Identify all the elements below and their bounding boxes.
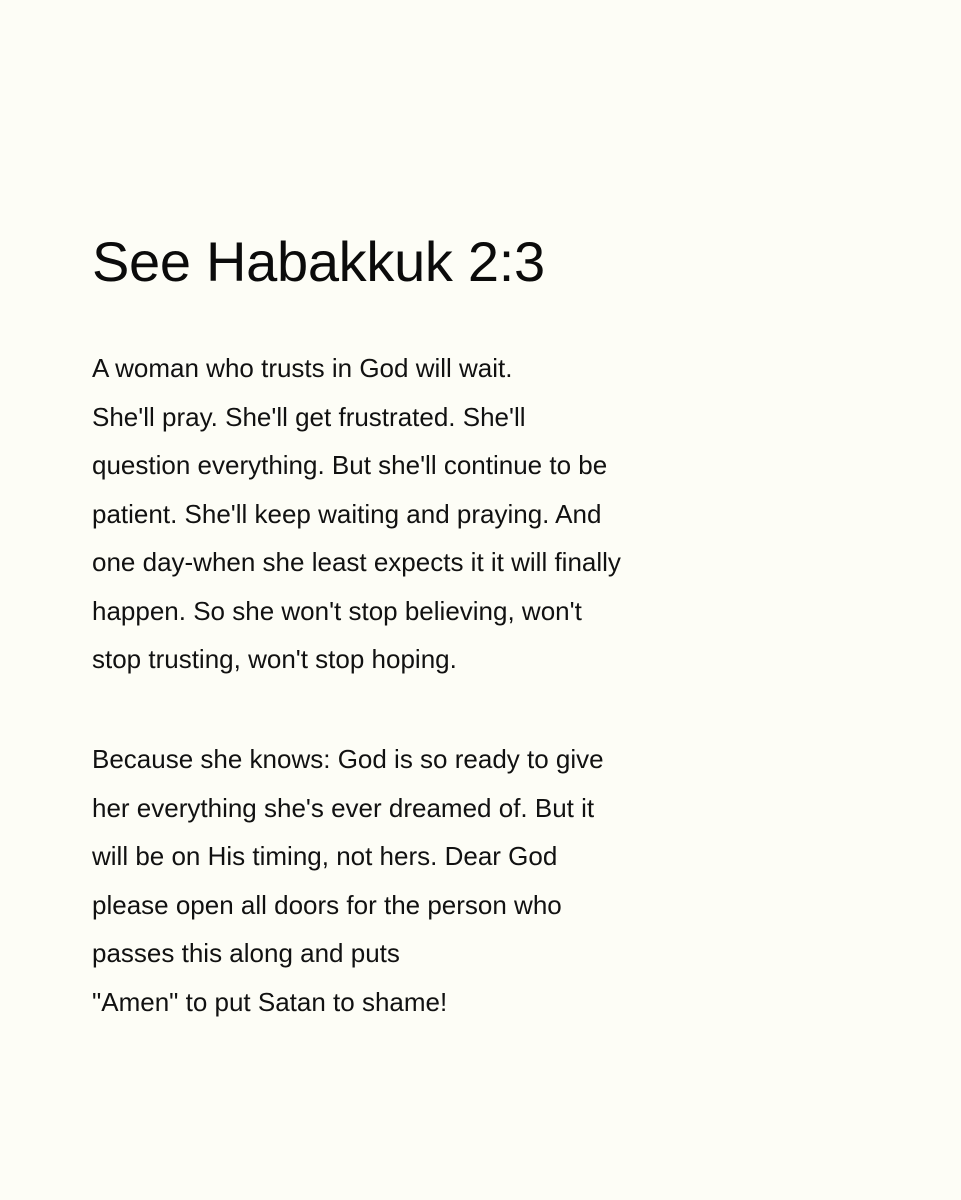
text-line: happen. So she won't stop believing, won't: [92, 595, 582, 626]
text-line: stop trusting, won't stop hoping.: [92, 644, 457, 674]
text-line: passes this along and puts: [92, 938, 400, 968]
text-line: question everything. But she'll continue to be: [92, 450, 608, 480]
document-page: [92, 0, 912, 1200]
text-line: please open all doors for the person who: [92, 889, 562, 920]
paragraph-1: [92, 344, 621, 684]
text-line: A woman who trusts in God will wait.: [92, 353, 513, 383]
text-line: "Amen" to put Satan to shame!: [92, 986, 448, 1017]
paragraph-2: [92, 735, 604, 1026]
text-line: patient. She'll keep waiting and praying. And: [92, 498, 602, 529]
text-line: Because she knows: God is so ready to give: [92, 744, 604, 774]
text-line: her everything she's ever dreamed of. But it: [92, 792, 595, 823]
text-line: She'll pray. She'll get frustrated. She'll: [92, 401, 526, 432]
text-line: one day-when she least expects it it will finally: [92, 547, 621, 577]
page-title: See Habakkuk 2:3: [92, 230, 545, 293]
text-line: will be on His timing, not hers. Dear God: [92, 841, 558, 871]
